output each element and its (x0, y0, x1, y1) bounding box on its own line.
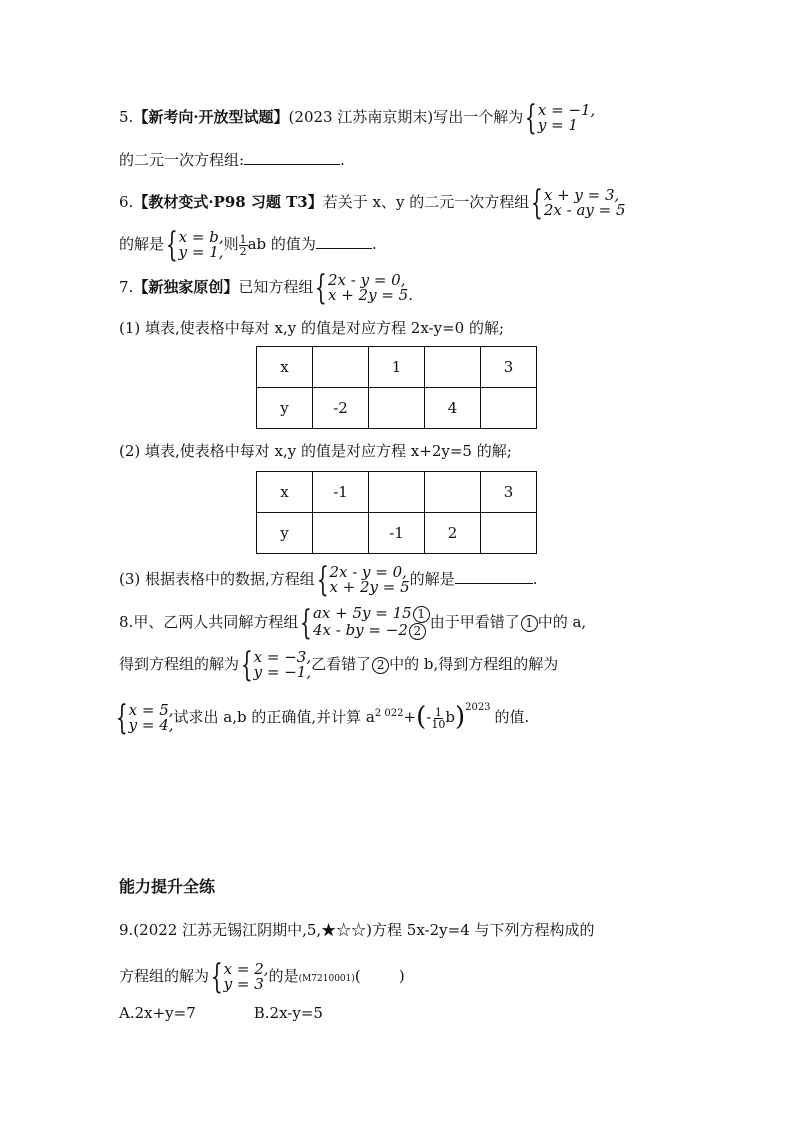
q8-exponent2: 2023 (465, 702, 491, 713)
q9-options (119, 1003, 323, 1023)
q7-tag: 【新独家原创】 (133, 278, 239, 296)
q6-tag: 【教材变式·P98 习题 T3】 (133, 193, 323, 211)
q7-table2 (256, 471, 537, 554)
q7-answer-blank[interactable] (455, 569, 533, 584)
q9-answer-paren[interactable]: ( ) (354, 967, 405, 985)
q5-line2-text: 的二元一次方程组: (119, 151, 245, 169)
q6-sol-row1: x = b, (178, 228, 224, 246)
table-cell[interactable] (481, 513, 537, 554)
q6-number: 6. (119, 193, 134, 211)
table-cell: 1 (369, 347, 425, 388)
q8-sol1-row2: y = −1, (253, 663, 312, 681)
q7-sys-row2: x + 2y = 5. (327, 286, 413, 304)
q8-exponent1: 2 022 (374, 708, 404, 719)
q8-t2: 由于甲看错了 (429, 613, 520, 631)
table-cell: -1 (313, 472, 369, 513)
circled-1-icon: 1 (413, 606, 430, 623)
q8-right-paren: ) (454, 702, 466, 732)
table-cell[interactable] (425, 347, 481, 388)
q8-line1 (119, 603, 587, 643)
q7-part3-suffix: 的解是 (409, 570, 455, 588)
q8-sol2: { x = 5, y = 4, (115, 698, 174, 738)
q5-sys-row2: y = 1 (537, 116, 578, 134)
q6-end: . (371, 235, 377, 253)
q8-frac-num: 1 (434, 705, 442, 719)
q8-line3 (114, 698, 530, 738)
q8-text: 甲、乙两人共同解方程组 (133, 613, 299, 631)
q6-frac-den: 2 (239, 244, 247, 258)
table-cell: x (257, 347, 313, 388)
q8-sys-row2 (313, 623, 430, 640)
table-cell: -1 (369, 513, 425, 554)
table-cell[interactable] (313, 347, 369, 388)
q5-tag: 【新考向·开放型试题】 (133, 108, 289, 126)
q7-table1 (256, 346, 537, 429)
q9-sys-row2: y = 3 (223, 975, 264, 993)
section-heading: 能力提升全练 (119, 877, 216, 896)
q6-sys-row2: 2x - ay = 5 (543, 201, 626, 219)
table-row (257, 472, 537, 513)
q8-eq1: ax + 5y = 15 (312, 604, 412, 622)
q7-part1: (1) 填表,使表格中每对 x,y 的值是对应方程 2x-y=0 的解; (119, 319, 505, 337)
table-row (257, 388, 537, 429)
q6-line1 (119, 183, 626, 223)
q9-line2 (119, 957, 405, 997)
table-cell[interactable] (313, 513, 369, 554)
q7-sys3-row2: x + 2y = 5 (329, 578, 410, 596)
q8-t3: 中的 a, (537, 613, 587, 631)
table-cell: y (257, 388, 313, 429)
q5-line1 (119, 98, 596, 138)
q8-t6: 中的 b,得到方程组的解为 (389, 655, 559, 673)
q7-sys-row1: 2x - y = 0, (327, 271, 406, 289)
table-cell[interactable] (481, 388, 537, 429)
q6-sol-row2: y = 1, (178, 243, 224, 261)
table-cell: -2 (313, 388, 369, 429)
q8-left-paren: ( (416, 702, 427, 732)
q7-text: 已知方程组 (238, 278, 314, 296)
table-cell[interactable] (369, 388, 425, 429)
table-cell: 3 (481, 347, 537, 388)
q8-frac-den: 10 (431, 717, 446, 731)
q8-number: 8. (119, 613, 134, 631)
table-cell[interactable] (369, 472, 425, 513)
q8-eq2: 4x - by = −2 (312, 621, 408, 639)
q8-t4: 得到方程组的解为 (119, 655, 240, 673)
q7-system: { 2x - y = 0, x + 2y = 5. (315, 268, 413, 308)
q7-part2: (2) 填表,使表格中每对 x,y 的值是对应方程 x+2y=5 的解; (119, 442, 512, 460)
q5-end: . (340, 151, 345, 169)
q9-l2b: 的是 (268, 967, 299, 985)
q6-system: { x + y = 3, 2x - ay = 5 (531, 183, 626, 223)
q8-sol2-row1: x = 5, (128, 701, 174, 719)
q9-sys-row1: x = 2, (223, 960, 269, 978)
q8-sol1-row1: x = −3, (253, 648, 312, 666)
q6-answer-blank[interactable] (316, 234, 372, 249)
q8-t5: 乙看错了 (311, 655, 372, 673)
table-cell: x (257, 472, 313, 513)
q6-line2 (119, 225, 377, 265)
table-cell: y (257, 513, 313, 554)
q6-sys-row1: x + y = 3, (543, 186, 620, 204)
circled-2-icon: 2 (372, 657, 389, 674)
q7-sys3-row1: 2x - y = 0, (329, 563, 407, 581)
q6-sol-prefix: 的解是 (119, 235, 165, 253)
table-cell: 4 (425, 388, 481, 429)
q7-system3: { 2x - y = 0, x + 2y = 5 (316, 560, 410, 600)
q8-t7: 试求出 a,b 的正确值,并计算 a (173, 708, 375, 726)
q9-code: (M7210001) (298, 974, 355, 984)
q8-neg: - (426, 708, 432, 726)
table-cell: 2 (425, 513, 481, 554)
q6-solution: { x = b, y = 1, (165, 225, 224, 265)
table-cell[interactable] (425, 472, 481, 513)
q9-option-b[interactable]: B.2x-y=5 (253, 1004, 323, 1022)
table-row (257, 347, 537, 388)
q7-part3 (119, 560, 538, 600)
q5-sys-row1: x = −1, (537, 101, 596, 119)
q5-number: 5. (119, 108, 134, 126)
q5-system: { x = −1, y = 1 (525, 98, 596, 138)
q9-system: { x = 2, y = 3 (210, 957, 269, 997)
q5-source: (2023 江苏南京期末)写出一个解为 (288, 108, 524, 126)
q6-text: 若关于 x、y 的二元一次方程组 (322, 193, 530, 211)
q8-line2 (119, 645, 559, 685)
q5-line2 (119, 150, 345, 170)
q9-option-a[interactable]: A.2x+y=7 (119, 1004, 196, 1022)
q8-t8: 的值. (494, 708, 530, 726)
q7-part3-text: (3) 根据表格中的数据,方程组 (119, 570, 315, 588)
q8-system: { ax + 5y = 15 1 4x - by = −2 2 (298, 606, 429, 640)
q6-after: ab 的值为 (247, 235, 316, 253)
q6-frac-num: 1 (239, 232, 247, 246)
q7-number: 7. (119, 278, 134, 296)
circled-2-icon: 2 (409, 623, 426, 640)
q6-then: 则 (223, 235, 239, 253)
table-row (257, 513, 537, 554)
circled-1-icon: 1 (521, 615, 538, 632)
q6-fraction (239, 234, 248, 257)
q5-answer-blank[interactable] (244, 150, 340, 165)
q7-end: . (532, 570, 538, 588)
q7-line1 (119, 268, 413, 308)
table-cell: 3 (481, 472, 537, 513)
q9-l2a: 方程组的解为 (119, 967, 210, 985)
q8-sol1: { x = −3, y = −1, (240, 645, 312, 685)
q9-line1: 9.(2022 江苏无锡江阴期中,5,★☆☆)方程 5x-2y=4 与下列方程构成的 (119, 921, 595, 939)
q8-b: b (445, 708, 455, 726)
q8-plus: + (403, 708, 417, 726)
q8-fraction (431, 707, 445, 730)
q8-sol2-row2: y = 4, (128, 716, 174, 734)
